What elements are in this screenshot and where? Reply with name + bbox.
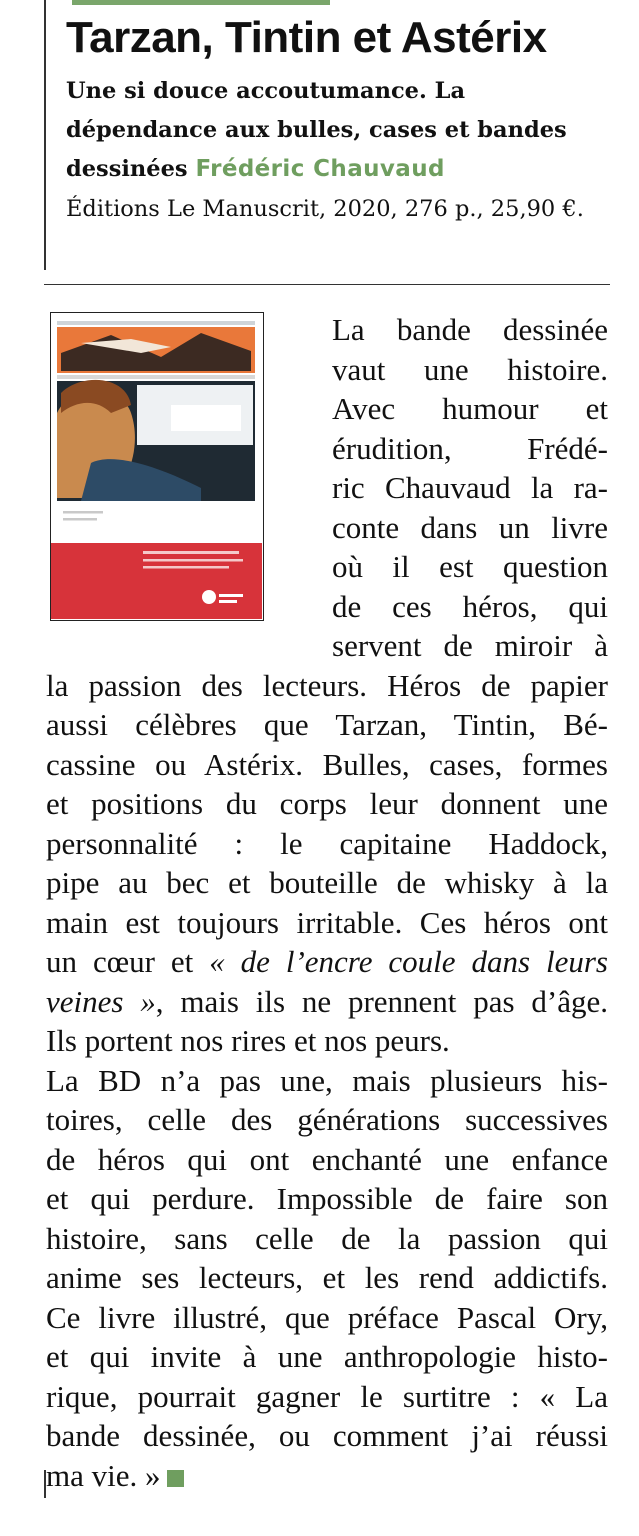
body-line: personnalité : le capitaine Haddock,	[46, 825, 608, 861]
body-line: de héros qui ont enchanté une enfance	[46, 1141, 608, 1177]
body-line: bande dessinée, ou comment j’ai réussi	[46, 1418, 608, 1453]
top-accent-bar	[72, 0, 330, 5]
left-rule	[44, 0, 46, 270]
body-line: histoire, sans celle de la passion qui	[46, 1220, 608, 1256]
body-line: et qui invite à une anthropologie histo-	[46, 1339, 608, 1374]
article-body	[46, 310, 608, 1495]
body-line: de ces héros, qui	[332, 588, 608, 624]
body-line: anime ses lecteurs, et les rend addictifs.	[46, 1260, 608, 1295]
quote-text: « de l’encre coule dans leurs	[209, 944, 608, 979]
body-line: où il est question	[332, 549, 608, 584]
body-line: cassine ou Astérix. Bulles, cases, formes	[46, 746, 608, 782]
body-line: érudition, Frédé-	[332, 430, 608, 466]
body-line: conte dans un livre	[332, 509, 608, 545]
body-text: , mais ils ne prennent pas d’âge.	[155, 983, 608, 1019]
body-line: Ce livre illustré, que préface Pascal Ory,	[46, 1299, 608, 1335]
body-text: ma vie. »	[46, 1457, 161, 1493]
body-line: toires, celle des générations successives	[46, 1102, 608, 1137]
body-line-quote-end	[46, 982, 608, 1022]
body-line-final	[46, 1456, 608, 1496]
body-line: et qui perdure. Impossible de faire son	[46, 1181, 608, 1216]
article-title: Tarzan, Tintin et Astérix	[66, 13, 547, 62]
book-author: Frédéric Chauvaud	[195, 156, 445, 182]
book-subtitle	[66, 72, 596, 189]
body-line: main est toujours irritable. Ces héros ont	[46, 904, 608, 940]
body-line: rique, pourrait gagner le surtitre : « La	[46, 1378, 608, 1414]
body-line: et positions du corps leur donnent une	[46, 786, 608, 821]
body-line: La BD n’a pas une, mais plusieurs his-	[46, 1062, 608, 1098]
body-line: la passion des lecteurs. Héros de papier	[46, 667, 608, 703]
body-line: La bande dessinée	[332, 312, 608, 347]
body-line-quote	[46, 942, 608, 982]
body-line: servent de miroir à	[332, 628, 608, 663]
end-mark-icon	[167, 1470, 184, 1487]
body-text: un cœur et	[46, 944, 210, 979]
body-line: Ils portent nos rires et nos peurs.	[46, 1023, 450, 1058]
separator-rule	[44, 284, 610, 285]
body-line: pipe au bec et bouteille de whisky à la	[46, 865, 608, 900]
body-line: ric Chauvaud la ra-	[332, 470, 608, 505]
body-line: Avec humour et	[332, 391, 608, 426]
subtitle-text: Une si douce accoutumance. La dépendance aux bulles, cases et bandes dessinées	[66, 78, 567, 182]
quote-text-end: veines »	[46, 983, 156, 1019]
publication-info: Éditions Le Manuscrit, 2020, 276 p., 25,90 €.	[66, 196, 584, 222]
body-line: vaut une histoire.	[332, 351, 608, 387]
body-line: aussi célèbres que Tarzan, Tintin, Bé-	[46, 707, 608, 742]
